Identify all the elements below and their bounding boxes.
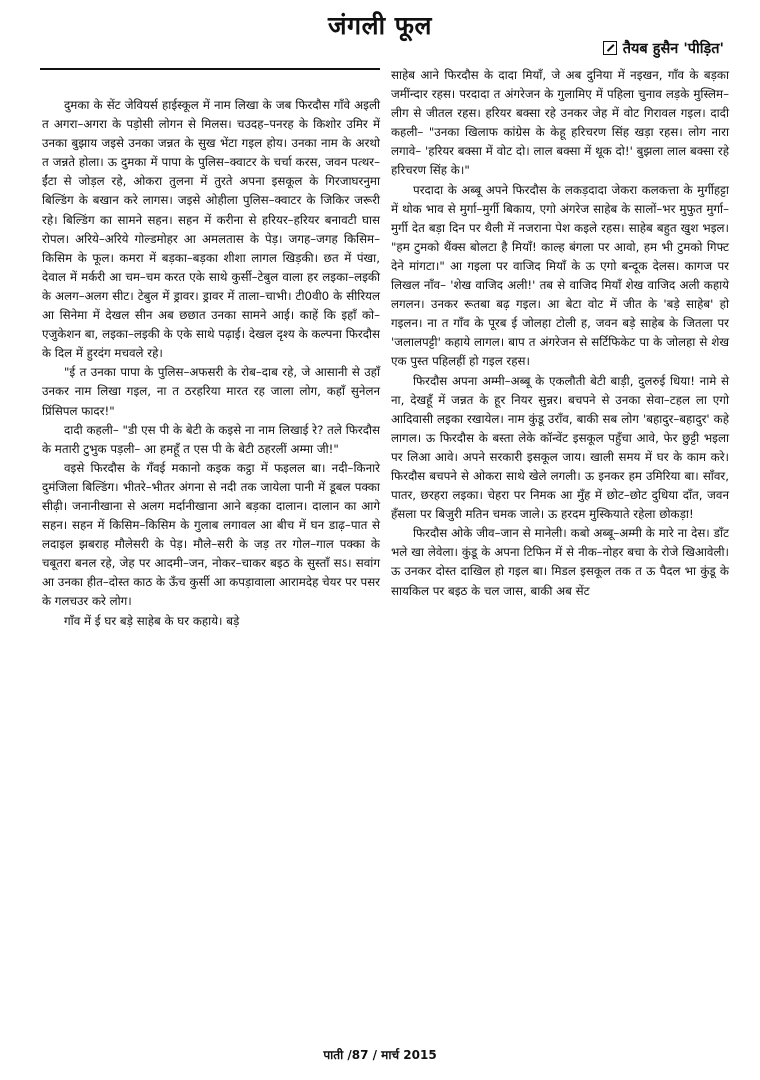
right-column — [391, 66, 729, 601]
article-title: जंगली फूल — [328, 11, 432, 40]
pen-icon — [603, 41, 617, 55]
paragraph: परदादा के अब्बू अपने फिरदौस के लकड़दादा जेकरा कलकत्ता के मुर्गीहट्टा में थोक भाव से मुर्गा–मुर्गी बिकाय, एगो अंगरेज साहेब के सालों–भर मुफुत मुर्गा–मुर्गी देत बड़ा दिन पर थैली में नजराना पेश कइले रहस। साहेब बहुत खुश भइल। "हम टुमको थैंक्स बोलटा है मियाँ! काल्ह बंगला पर आवो, हम भी टुमको गिफ्ट देने मांगटा।" आ गइला पर वाजिद मियाँ के ऊ एगो बन्दूक देलस। कागज पर लिखल नाँव– 'शेख वाजिद अली!' तब से वाजिद मियाँ शेख वाजिद अली कहाये लगलन। उनकर रूतबा बढ़ गइल। आ बेटा वोट में जीत के 'बड़े साहेब' हो गइलन। ना त गाँव के पूरब ई जोलहा टोली ह, जवन बड़े साहेब के जितला पर 'जलालपट्टी' कहाये लागल। बाप त अंगरेजन से सर्टिफिकेट पा के जोलहा से शेख एक पुस्त पहिलहीं हो गइल रहस। — [391, 182, 729, 369]
paragraph: दादी कहली– "डी एस पी के बेटी के कइसे ना नाम लिखाई रे? तले फिरदौस के मतारी टुभुक पड़ली– आ हमहूँ त एस पी के बेटी ठहरलीं अम्मा जी!" — [42, 422, 380, 456]
paragraph: फिरदौस ओके जीव–जान से मानेली। कबो अब्बू–अम्मी के मारे ना देस। डाँट भले खा लेवेला। कुंडू के अपना टिफिन में से नीक–नोहर बचा के रोजे खिआवेली। ऊ उनकर दोस्त दाखिल हो गइल बा। मिडल इसकूल तक त ऊ पैदल भा कुंडू के सायकिल पर बइठ के चल जास, बाकी अब सेंट — [391, 526, 729, 598]
paragraph: फिरदौस अपना अम्मी–अब्बू के एकलौती बेटी बाड़ी, दुलरुई धिया! नामे से ना, देखहूँ में जन्नत के हूर नियर सुन्नर। बचपने से उनका सेवा–टहल ला एगो आदिवासी लइका रखायेल। नाम कुंडू उराँव, बाकी सब लोग 'बहादुर–बहादुर' कहे लागल। ऊ फिरदौस के बस्ता लेके कॉन्वेंट इसकूल पहुँचा आवे, फेर छुट्टी भइला पर लिआ आवे। अपने सरकारी इसकूल जाय। खाली समय में घर के काम करे। फिरदौस बचपने से ओकरा साथे खेले लगली। ऊ इनकर हम उमिरिया बा। साँवर, पातर, छरहरा लइका। चेहरा पर निमक आ मुँह में छोट–छोट दुधिया दाँत, जवन हँसला पर बिजुरी मतिन चमक जाले। ऊ हरदम मुस्कियाते रहेला छोकड़ा! — [391, 373, 729, 522]
title-rule — [40, 68, 380, 70]
paragraph: "ई त उनका पापा के पुलिस–अफसरी के रोब–दाब रहे, जे आसानी से उहाँ उनकर नाम लिखा गइल, ना त ठरहरिया मारत रह जाला लोग, कहाँ सुनेलन प्रिंसिपल फादर!" — [42, 365, 380, 418]
paragraph: साहेब आने फिरदौस के दादा मियाँ, जे अब दुनिया में नइखन, गाँव के बड़का जमींन्दार रहस। परदादा त अंगरेजन के गुलामिए में पहिला चुनाव लड़के मुस्लिम–लीग से जीतल रहस। हरियर बक्सा रहे उनकर जेह में वोट गिरावल गइल। दादी कहली– "उनका खिलाफ कांग्रेस के केहू हरिचरण सिंह खड़ा रहस। लोग नारा लगावे– 'हरियर बक्सा में वोट दो। लाल बक्सा में थूक दो!' बुझला लाल बक्सा रहे हरिचरण सिंह के।" — [391, 68, 729, 178]
author-byline — [603, 38, 724, 58]
page-footer: पाती /87 / मार्च 2015 — [323, 1048, 437, 1062]
paragraph: वइसे फिरदौस के गँवई मकानो कइक कट्ठा में फइलल बा। नदी–किनारे दुमंजिला बिल्डिंग। भीतरे–भीतर अंगना से नदी तक जायेला पानी में डूबल पक्का सीढ़ी। जनानीखाना से अलग मर्दानीखाना आने बड़का दालान। दालान का आगे सहन। सहन में किसिम–किसिम के गुलाब लगावल आ बीच में घन डाढ़–पात से लदाइल झबराह मौलेसरी के पेड़। मौले–सरी के जड़ तर गोल–गाल पक्का के चबूतरा बनल रहे, जेह पर आदमी–जन, नोकर–चाकर बइठ के सुस्ताँ सऽ। सवांग आ उनका हीत–दोस्त काठ के ऊँच कुर्सी आ कपड़ावाला आरामदेह चेयर पर पसर के गलचउर करे लोग। — [42, 460, 380, 609]
left-column — [42, 96, 380, 631]
paragraph: गाँव में ई घर बड़े साहेब के घर कहाये। बड़े — [64, 613, 240, 628]
paragraph: दुमका के सेंट जेवियर्स हाईस्कूल में नाम लिखा के जब फिरदौस गाँवे अइली त अगरा–अगरा के पड़ोसी लोगन से मिलस। चउदह–पनरह के किशोर उमिर में उनका बुझाय जइसे उनका जन्नत के सुख भेंटा गइल होय। उनका नाम के अरथो त जन्नते होला। ऊ दुमका में पापा के पुलिस–क्वाटर के चर्चा करस, जवन पत्थर–ईंटा से जोड़ल रहे, ओकरा तुलना में तुरते अपना इसकूल के गिरजाघरनुमा बिल्डिंग के बखान करे लागस। जइसे ओहीला पुलिस–क्वाटर के जिकिर जरूरी रहे। बिल्डिंग का सामने सहन। सहन में करीना से हरियर–हरियर बनावटी घास रोपल। अरिये–अरिये गोल्डमोहर आ अमलतास के पेड़। जगह–जगह किसिम–किसिम के फूल। कमरा में बड़का–बड़का शीशा लागल खिड़की। छत में पंखा, देवाल में मर्करी आ चम–चम करत एके साथे कुर्सी–टेबुल वाला हर लइका–लइकी के अलग–अलग सीट। टेबुल में ड्रावर। ड्रावर में ताला–चाभी। टी0वी0 के सीरियल आ सिनेमा में देखल सीन अब छछात उनका सामने आई। काहें कि इहाँ को–एजुकेशन बा, लइका–लइकी के एके साथे पढ़ाई। देखल दृश्य के कल्पना फिरदौस के दिल में हुरदंग मचवले रहे। — [42, 98, 380, 361]
author-name: तैयब हुसैन 'पीड़ित' — [622, 41, 724, 57]
